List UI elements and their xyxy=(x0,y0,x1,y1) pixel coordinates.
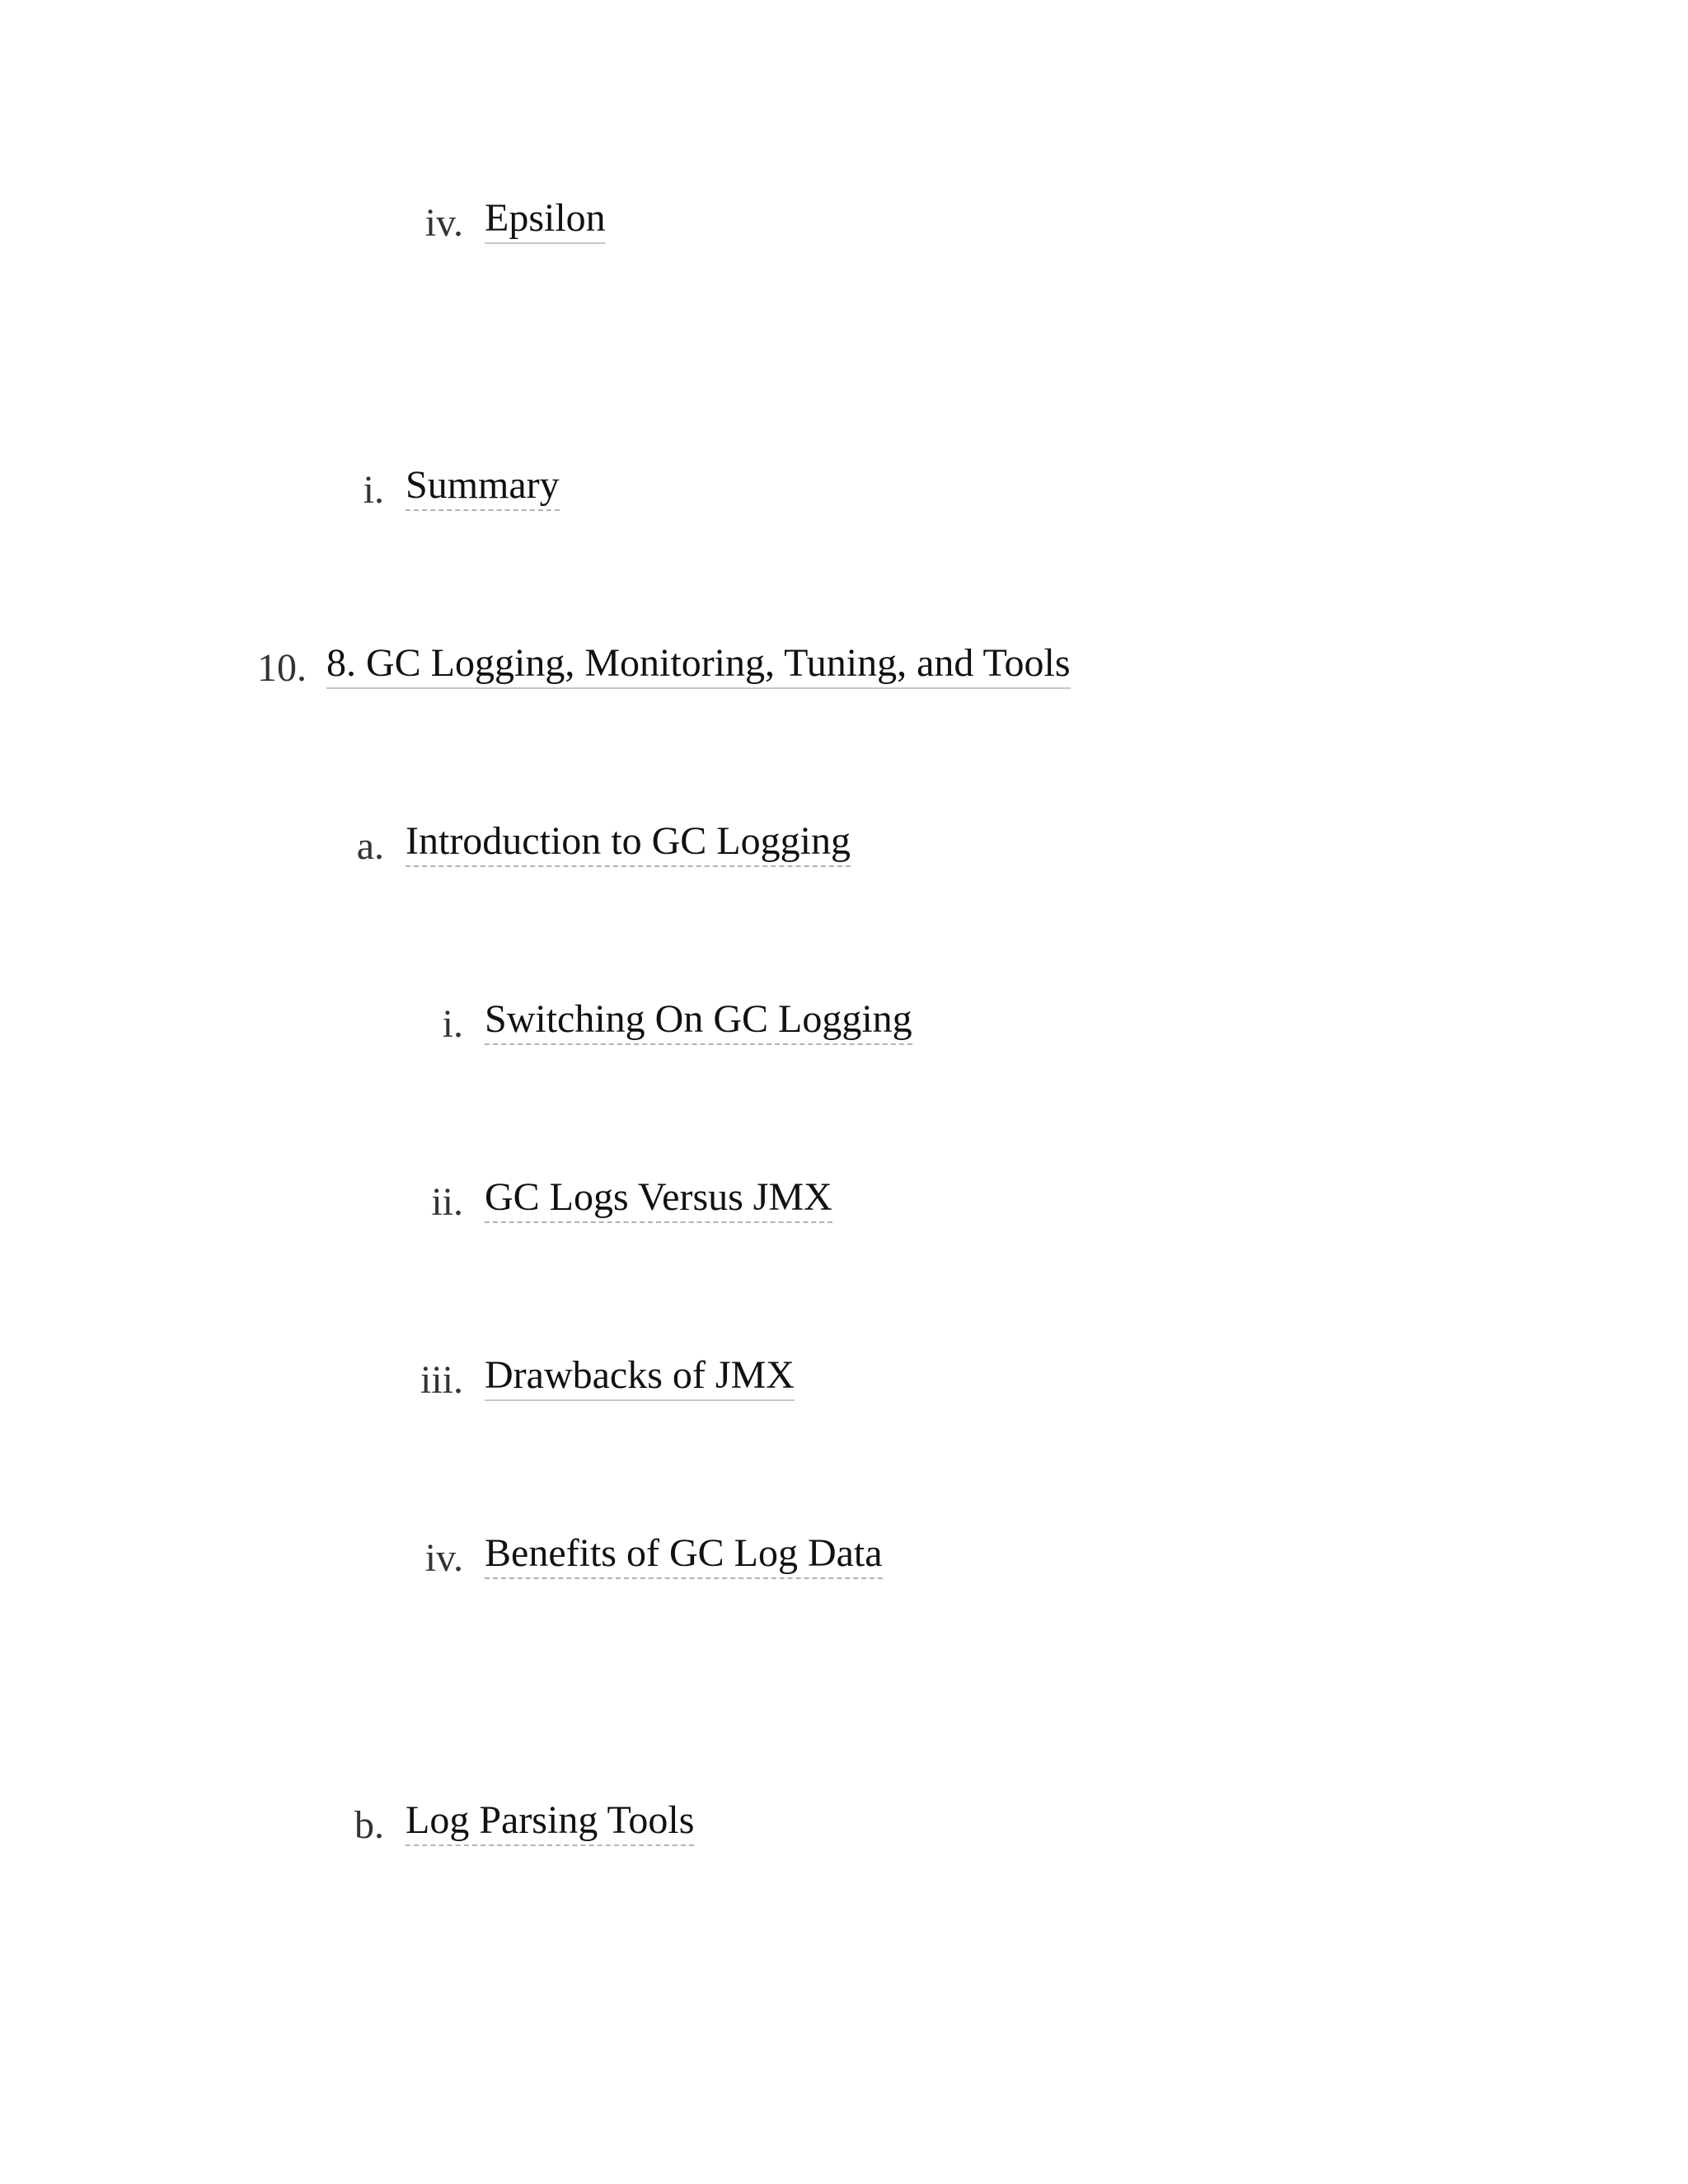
toc-link-intro-gc-logging[interactable]: Introduction to GC Logging xyxy=(406,818,851,867)
toc-link-switching-on-gc-logging[interactable]: Switching On GC Logging xyxy=(485,996,912,1045)
toc-link-drawbacks-of-jmx[interactable]: Drawbacks of JMX xyxy=(485,1352,795,1401)
toc-link-chapter-8[interactable]: 8. GC Logging, Monitoring, Tuning, and Tools xyxy=(326,640,1071,689)
toc-link-benefits-of-gc-log-data[interactable]: Benefits of GC Log Data xyxy=(485,1530,883,1579)
toc-link-epsilon[interactable]: Epsilon xyxy=(485,194,606,244)
list-marker: 10. xyxy=(257,646,307,690)
toc-link-log-parsing-tools[interactable]: Log Parsing Tools xyxy=(406,1797,694,1846)
toc-link-summary[interactable]: Summary xyxy=(406,462,560,511)
list-marker: iv. xyxy=(424,1536,463,1580)
list-marker: i. xyxy=(363,468,384,512)
toc-link-gc-logs-versus-jmx[interactable]: GC Logs Versus JMX xyxy=(485,1174,832,1223)
list-marker: i. xyxy=(442,1002,463,1046)
list-marker: a. xyxy=(356,824,384,868)
list-marker: ii. xyxy=(431,1180,463,1224)
list-marker: b. xyxy=(354,1803,384,1847)
list-marker: iii. xyxy=(420,1358,463,1402)
list-marker: iv. xyxy=(424,201,463,245)
